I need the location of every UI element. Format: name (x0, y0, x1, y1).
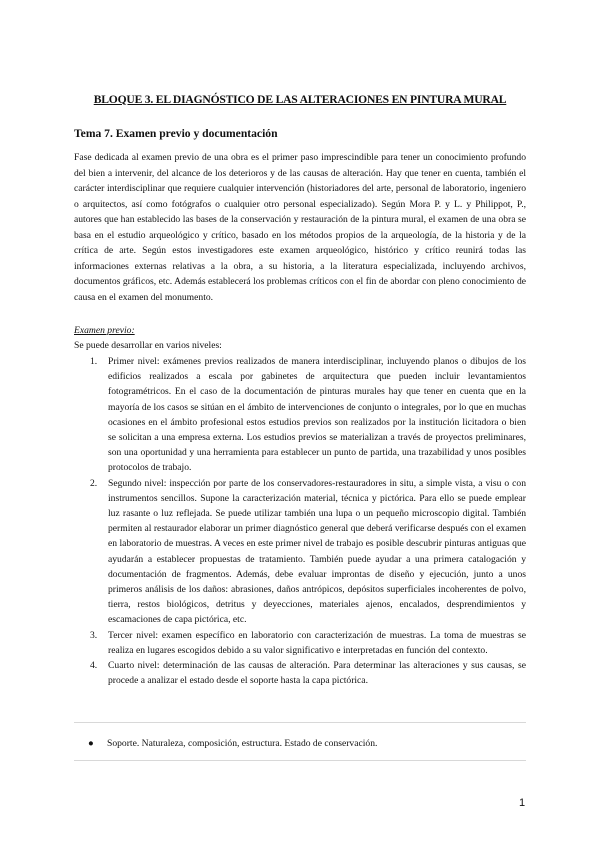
list-item-number: 2. (90, 477, 98, 489)
list-item-text: Tercer nivel: examen específico en laboratorio con caracterización de muestras. La toma de muestras se realiza en lugares escogidos debido a su valor significativo e interpretadas en función del contexto. (108, 629, 526, 656)
list-item (74, 628, 526, 658)
examen-previo-subtitle: Se puede desarrollar en varios niveles: (74, 340, 222, 351)
topic-heading: Tema 7. Examen previo y documentación (74, 127, 278, 140)
divider (74, 760, 526, 761)
page-number: 1 (519, 797, 526, 809)
section-heading: BLOQUE 3. EL DIAGNÓSTICO DE LAS ALTERACIONES EN PINTURA MURAL (93, 93, 507, 106)
list-item (74, 354, 526, 476)
bullet-icon: ● (88, 738, 94, 749)
examen-previo-title: Examen previo: (74, 325, 135, 336)
divider (74, 722, 526, 723)
list-item-text: Cuarto nivel: determinación de las causas de alteración. Para determinar las alteraciones y sus causas, se procede a analizar el estado desde el soporte hasta la capa pictórica. (108, 660, 526, 687)
levels-list (74, 354, 526, 688)
bullet-text: Soporte. Naturaleza, composición, estructura. Estado de conservación. (107, 738, 378, 749)
list-item (74, 476, 526, 628)
list-item-number: 4. (90, 660, 98, 672)
list-item-text: Primer nivel: exámenes previos realizados de manera interdisciplinar, incluyendo planos o dibujos de los edificios realizados a escala por gabinetes de arquitectura que pueden incluir levantamientos fotogramétricos. En el caso de la documentación de pinturas murales hay que tener en cuenta que en la mayoría de los casos se sitúan en el ámbito de intervenciones de conjunto o integrales, por lo que en muchas ocasiones en el ámbito profesional estos estudios previos son realizados por la institución licitadora o bien se solicitan a una empresa externa. Los estudios previos se materializan a través de proyectos preliminares, son una oportunidad y una herramienta para establecer un punto de partida, una trazabilidad y unos posibles protocolos de trabajo. (108, 356, 526, 474)
list-item-number: 1. (90, 356, 98, 367)
list-item-number: 3. (90, 629, 98, 641)
list-item (74, 658, 526, 688)
list-item-text: Segundo nivel: inspección por parte de los conservadores-restauradores in situ, a simple vista, a visu o con instrumentos sencillos. Supone la caracterización material, técnica y pictórica. Para ello se puede emplear luz rasante o luz reflejada. Se puede utilizar también una lupa o un pequeño microscopio digital. También permiten al restaurador elaborar un primer diagnóstico general que deberá verificarse después con el examen en laboratorio de muestras. A veces en este primer nivel de trabajo es posible descubrir pinturas antiguas que ayudarán a establecer propuestas de tratamiento. También puede ayudar a una primera catalogación y documentación de fragmentos. Además, debe evaluar improntas de diseño y ejecución, junto a unos primeros análisis de los daños: abrasiones, daños antrópicos, depósitos superficiales incoherentes de polvo, tierra, restos biológicos, detritus y deyecciones, materiales ajenos, encalados, desprendimientos y escamaciones de capa pictórica, etc. (108, 477, 526, 626)
intro-paragraph: Fase dedicada al examen previo de una obra es el primer paso imprescindible para tener un conocimiento profundo del bien a intervenir, del alcance de los deterioros y de las causas de alteración. Hay que tener en cuenta, también el carácter interdisciplinar que requiere cualquier intervención (historiadores del arte, personal de laboratorio, ingeniero o arquitectos, así como fotógrafos o cualquier otro personal especializado). Según Mora P. y L. y Philippot, P., autores que han establecido las bases de la conservación y restauración de la pintura mural, el examen de una obra se basa en el estudio arqueológico y crítico, basado en los métodos propios de la arqueología, de la historia y de la crítica de arte. Según estos investigadores este examen arqueológico, histórico y crítico reunirá todas las informaciones externas relativas a la obra, a su historia, a la literatura especializada, incluyendo archivos, documentos gráficos, etc. Además establecerá los problemas críticos con el fin de abordar con pleno conocimiento de causa en el examen del monumento. (74, 152, 526, 303)
